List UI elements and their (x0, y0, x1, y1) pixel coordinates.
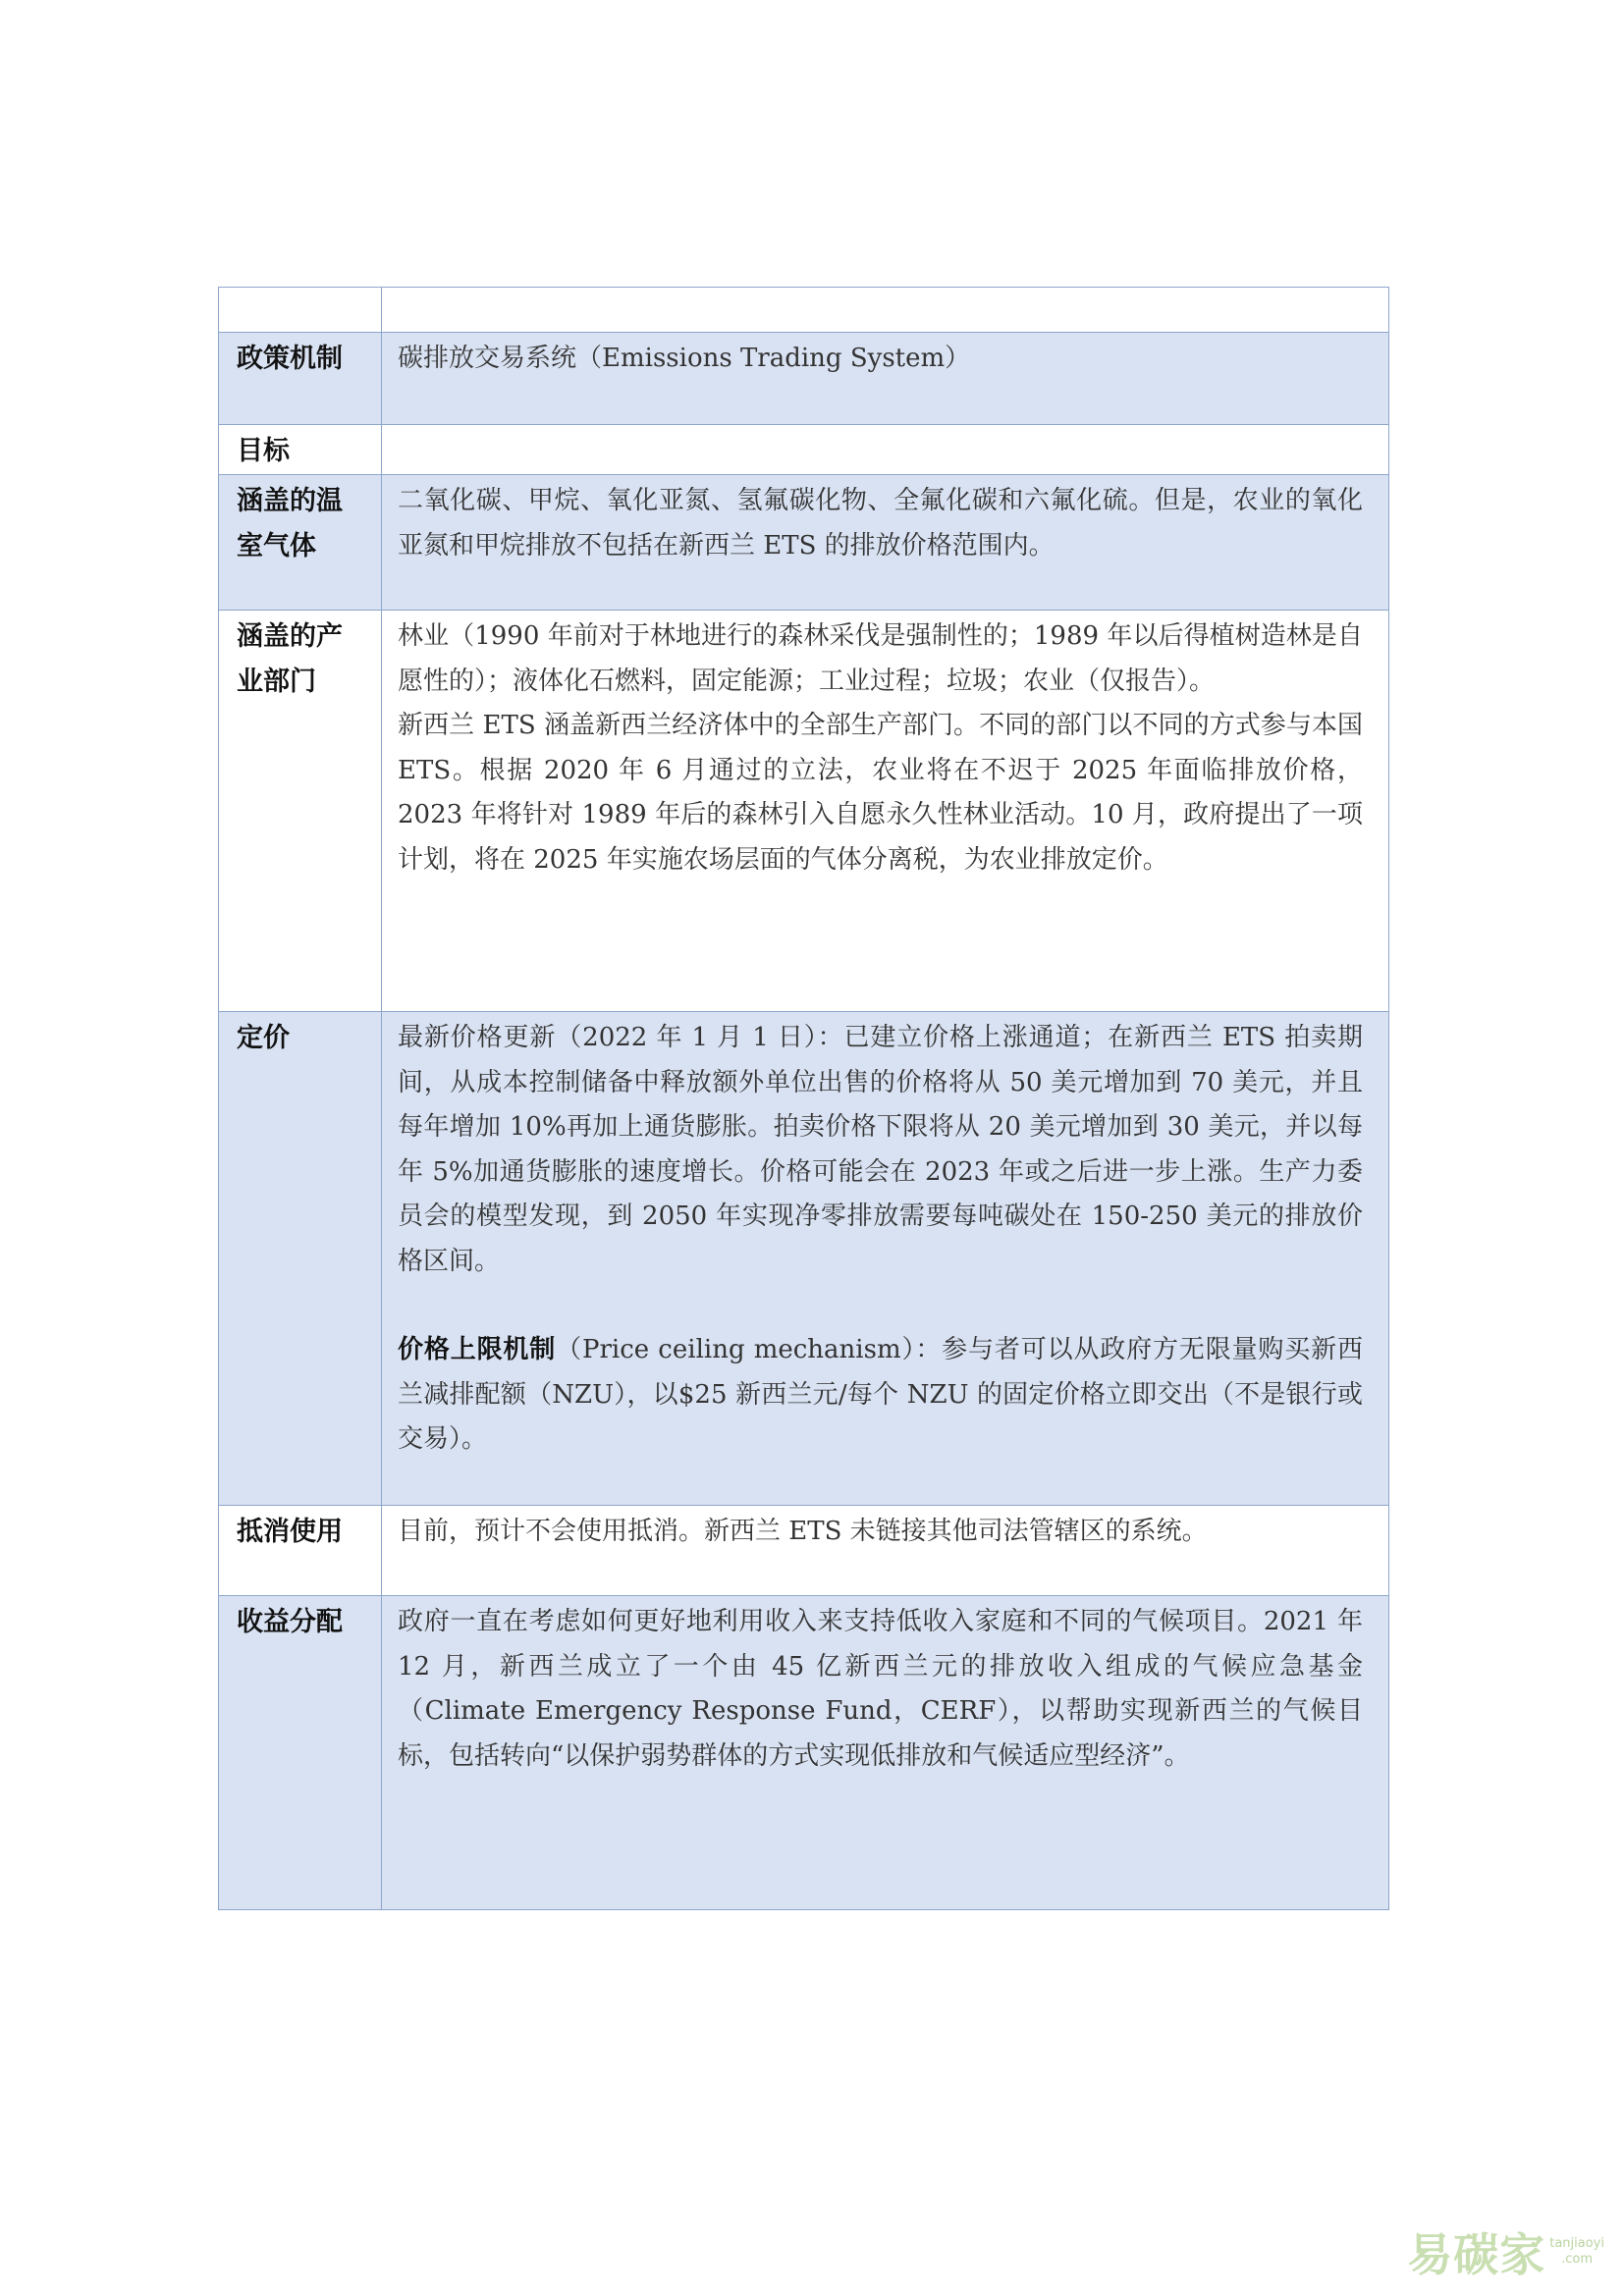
revenue-label: 收益分配 (237, 1607, 343, 1637)
sectors-content: 林业（1990 年前对于林地进行的森林采伐是强制性的；1989 年以后得植树造林是自愿性的）；液体化石燃料，固定能源；工业过程；垃圾；农业（仅报告）。 新西兰 ETS 涵盖新西兰经济体中的全部生产部门。不同的部门以不同的方式参与本国 ETS。根据 2020 年 6 月通过的立法，农业将在不迟于 2025 年面临排放价格，2023 年将针对 1989 年后的森林引入自愿永久性林业活动。10 月，政府提出了一项计划，将在 2025 年实施农场层面的气体分离税，为农业排放定价。 (398, 621, 1363, 875)
watermark-text: 易碳家 (1407, 2228, 1546, 2281)
mechanism-content: 碳排放交易系统（Emissions Trading System） (398, 344, 971, 373)
row-label (219, 611, 382, 1012)
pricing-content: 最新价格更新（2022 年 1 月 1 日）：已建立价格上涨通道；在新西兰 ETS 拍卖期间，从成本控制储备中释放额外单位出售的价格将从 50 美元增加到 70 美元，并且每年增加 10%再加上通货膨胀。拍卖价格下限将从 20 美元增加到 30 美元，并以每年 5%加通货膨胀的速度增长。价格可能会在 2023 年或之后进一步上涨。生产力委员会的模型发现，到 2050 年实现净零排放需要每吨碳处在 150-250 美元的排放价格区间。 价格上限机制（Price ceiling mechanism）：参与者可以从政府方无限量购买新西兰减排配额（NZU），以$25 新西兰元/每个 NZU 的固定价格立即交出（不是银行或交易）。 (398, 1023, 1363, 1454)
row-content (382, 288, 1389, 333)
policy-table (218, 287, 1389, 1910)
table-row-empty (219, 288, 1389, 333)
row-label (219, 1506, 382, 1596)
row-content (382, 333, 1389, 425)
pricing-label: 定价 (237, 1023, 290, 1053)
row-label (219, 333, 382, 425)
table-row-revenue (219, 1596, 1389, 1910)
row-label (219, 475, 382, 611)
row-content (382, 1596, 1389, 1910)
goal-label: 目标 (237, 436, 290, 466)
row-content (382, 1012, 1389, 1506)
offsets-content: 目前，预计不会使用抵消。新西兰 ETS 未链接其他司法管辖区的系统。 (398, 1517, 1208, 1546)
row-label (219, 288, 382, 333)
table-row-pricing (219, 1012, 1389, 1506)
goal-content (382, 425, 1388, 429)
gases-label: 涵盖的温 室气体 (237, 486, 343, 561)
row-content (382, 1506, 1389, 1596)
row-label (219, 1012, 382, 1506)
gases-content: 二氧化碳、甲烷、氧化亚氮、氢氟碳化物、全氟化碳和六氟化硫。但是，农业的氧化亚氮和甲烷排放不包括在新西兰 ETS 的排放价格范围内。 (398, 486, 1363, 561)
table-row-gases (219, 475, 1389, 611)
mechanism-label: 政策机制 (237, 344, 343, 374)
watermark-domain: tanjiaoyi .com (1549, 2236, 1604, 2267)
row-label (219, 425, 382, 475)
table-row-offsets (219, 1506, 1389, 1596)
row-label (219, 1596, 382, 1910)
row-content (382, 425, 1389, 475)
revenue-content: 政府一直在考虑如何更好地利用收入来支持低收入家庭和不同的气候项目。2021 年 12 月，新西兰成立了一个由 45 亿新西兰元的排放收入组成的气候应急基金（Climate Emergency Response Fund，CERF），以帮助实现新西兰的气候目标，包括转向“以保护弱势群体的方式实现低排放和气候适应型经济”。 (398, 1607, 1363, 1771)
offsets-label: 抵消使用 (237, 1517, 343, 1547)
row-content (382, 611, 1389, 1012)
watermark-logo (1407, 2219, 1604, 2284)
sectors-label: 涵盖的产 业部门 (237, 621, 343, 697)
table-row-mechanism (219, 333, 1389, 425)
row-content (382, 475, 1389, 611)
table-row-sectors (219, 611, 1389, 1012)
table-row-goal (219, 425, 1389, 475)
price-ceiling-heading: 价格上限机制 (398, 1335, 557, 1364)
